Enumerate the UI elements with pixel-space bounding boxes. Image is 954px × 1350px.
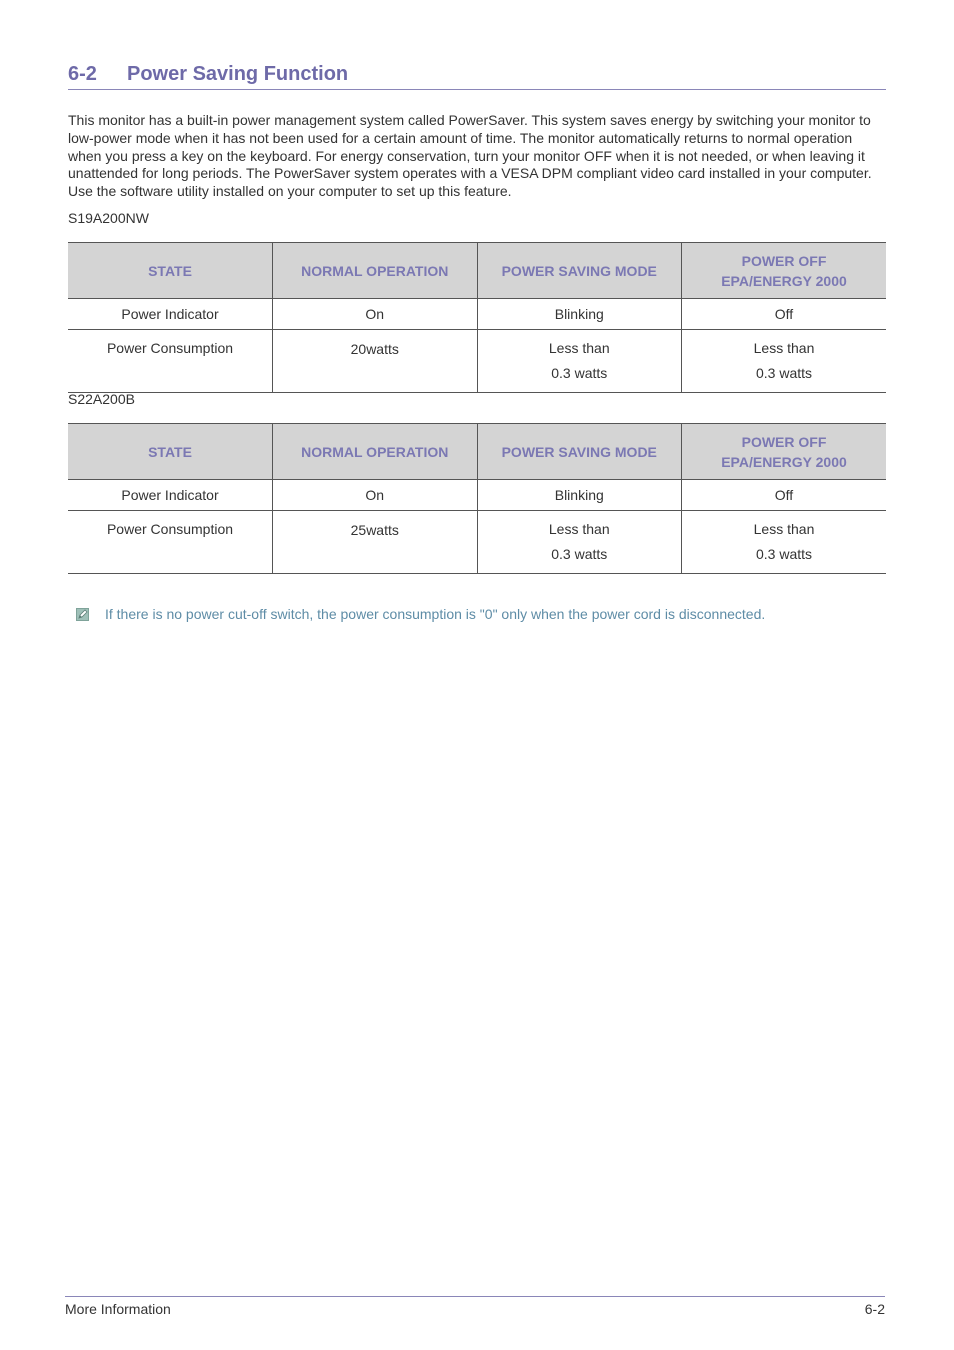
- power-table: [68, 423, 886, 574]
- model-label: S22A200B: [68, 391, 135, 407]
- header-power-saving-mode: POWER SAVING MODE: [477, 243, 682, 299]
- note-text: If there is no power cut-off switch, the power consumption is "0" only when the power cord is disconnected.: [105, 606, 766, 622]
- table-row: [68, 480, 886, 511]
- cell-state: Power Indicator: [68, 299, 273, 330]
- section-number: 6-2: [68, 63, 97, 85]
- section-heading: [68, 62, 886, 90]
- cell-saving: [477, 330, 682, 393]
- cell-normal: 20watts: [273, 330, 478, 393]
- footer-chapter: More Information: [65, 1301, 171, 1317]
- power-table: [68, 242, 886, 393]
- table-header-row: [68, 243, 886, 299]
- cell-off-line1: Less than: [753, 340, 815, 356]
- header-power-saving-mode: POWER SAVING MODE: [477, 424, 682, 480]
- cell-off-line2: 0.3 watts: [755, 546, 813, 562]
- footer-page-number: 6-2: [864, 1301, 885, 1317]
- note: [76, 606, 765, 623]
- table-row: [68, 511, 886, 574]
- cell-saving: Blinking: [477, 299, 682, 330]
- header-normal-operation: NORMAL OPERATION: [273, 243, 478, 299]
- cell-normal: 25watts: [273, 511, 478, 574]
- cell-normal: On: [273, 480, 478, 511]
- cell-off: [682, 330, 887, 393]
- cell-off: Off: [682, 299, 887, 330]
- cell-normal: On: [273, 299, 478, 330]
- header-power-off: [682, 424, 887, 480]
- cell-state: Power Consumption: [68, 511, 273, 574]
- cell-saving-line2: 0.3 watts: [551, 546, 608, 562]
- table-header-row: [68, 424, 886, 480]
- header-power-off: [682, 243, 887, 299]
- cell-saving-line1: Less than: [548, 521, 610, 537]
- page-footer: [65, 1296, 885, 1318]
- cell-state: Power Consumption: [68, 330, 273, 393]
- cell-saving: Blinking: [477, 480, 682, 511]
- section-title: Power Saving Function: [127, 63, 349, 85]
- cell-saving: [477, 511, 682, 574]
- header-state: STATE: [68, 243, 273, 299]
- header-state: STATE: [68, 424, 273, 480]
- note-icon: [76, 608, 89, 621]
- header-power-off-line1: POWER OFF: [741, 252, 827, 269]
- cell-saving-line2: 0.3 watts: [551, 365, 608, 381]
- table-row: [68, 330, 886, 393]
- cell-off-line1: Less than: [753, 521, 815, 537]
- header-power-off-line2: EPA/ENERGY 2000: [721, 272, 847, 289]
- cell-saving-line1: Less than: [548, 340, 610, 356]
- intro-paragraph: This monitor has a built-in power management system called PowerSaver. This system saves energy by switching your monitor to low-power mode when it has not been used for a certain amount of time. The monitor automatically returns to normal operation when you press a key on the keyboard. For energy conservation, turn your monitor OFF when it is not needed, or when leaving it unattended for long periods. The PowerSaver system operates with a VESA DPM compliant video card installed in your computer. Use the software utility installed on your computer to set up this feature.: [68, 112, 872, 200]
- cell-off-line2: 0.3 watts: [755, 365, 813, 381]
- table-row: [68, 299, 886, 330]
- header-power-off-line2: EPA/ENERGY 2000: [721, 453, 847, 470]
- header-normal-operation: NORMAL OPERATION: [273, 424, 478, 480]
- header-power-off-line1: POWER OFF: [741, 433, 827, 450]
- model-label: S19A200NW: [68, 210, 149, 226]
- cell-off: Off: [682, 480, 887, 511]
- cell-off: [682, 511, 887, 574]
- cell-state: Power Indicator: [68, 480, 273, 511]
